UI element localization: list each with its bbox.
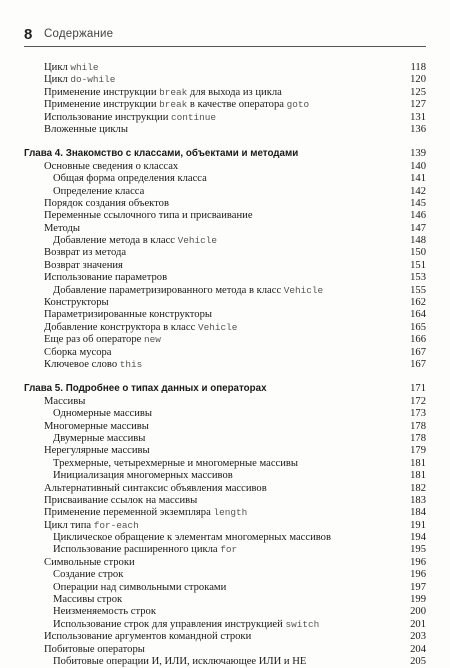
title-text: Применение инструкции [44, 99, 160, 111]
title-text: Добавление метода в класс [53, 235, 178, 247]
running-title: Содержание [44, 28, 114, 40]
toc-page-number: 194 [410, 532, 426, 544]
toc-entry [24, 569, 426, 581]
toc-entry-title [44, 124, 128, 136]
toc-entry-title [44, 272, 167, 284]
toc-entry [24, 223, 426, 235]
code-keyword: Vehicle [177, 235, 218, 247]
title-text: Определение класса [53, 185, 145, 197]
toc-page-number: 167 [410, 346, 426, 358]
toc-page-number: 196 [410, 569, 426, 581]
toc-entry-title [44, 112, 216, 124]
toc-entry [24, 210, 426, 222]
code-keyword: length [213, 507, 248, 519]
title-text: Общая форма определения класса [53, 173, 207, 185]
toc-page-number: 179 [410, 445, 426, 457]
toc-entry [24, 483, 426, 495]
title-text: Трехмерные, четырехмерные и многомерные массивы [53, 457, 299, 469]
toc-page-number: 136 [410, 123, 426, 135]
toc-page-number: 125 [410, 86, 426, 98]
title-text: Глава 5. Подробнее о типах данных и операторах [24, 383, 267, 395]
toc-entry [24, 495, 426, 507]
toc-entry [24, 594, 426, 606]
toc-page-number: 181 [410, 457, 426, 469]
code-keyword: this [119, 358, 143, 370]
toc-entry [24, 87, 426, 99]
code-keyword: continue [171, 111, 217, 123]
toc-entry-title [44, 87, 282, 99]
toc-entry [24, 544, 426, 556]
title-text: Символьные строки [44, 556, 135, 568]
toc-entry-title [53, 458, 298, 470]
toc-page-number: 167 [410, 358, 426, 370]
toc-entry-title [44, 297, 109, 309]
toc-entry [24, 458, 426, 470]
toc-entry [24, 532, 426, 544]
title-text: Методы [44, 222, 80, 234]
toc-entry [24, 285, 426, 297]
code-keyword: while [70, 62, 99, 73]
toc-entry-title [53, 582, 226, 594]
toc-page-number: 203 [410, 631, 426, 643]
toc-entry-title [44, 62, 99, 74]
title-text: Массивы строк [53, 594, 123, 606]
toc-entry-title [53, 532, 331, 544]
toc-entry-title [44, 210, 253, 222]
toc-entry [24, 359, 426, 371]
toc-entry [24, 297, 426, 309]
toc-page-number: 142 [410, 185, 426, 197]
toc-entry [24, 396, 426, 408]
toc-entry [24, 445, 426, 457]
toc-entry-title [44, 334, 161, 346]
toc-entry [24, 173, 426, 185]
toc-entry-title [53, 173, 207, 185]
title-text: Использование строк для управления инструкцией [53, 618, 286, 630]
code-keyword: break [159, 99, 188, 111]
toc-entry-title [44, 396, 85, 408]
title-text: Использование расширенного цикла [53, 544, 221, 556]
toc-page-number: 147 [410, 222, 426, 234]
toc-page-number: 191 [410, 519, 426, 531]
toc-page-number: 178 [410, 432, 426, 444]
section-gap [24, 371, 426, 383]
code-keyword: switch [285, 618, 320, 630]
toc-page-number: 153 [410, 272, 426, 284]
toc-entry-title [24, 148, 298, 160]
page-number: 8 [24, 26, 33, 43]
title-text: в качестве оператора [187, 99, 287, 111]
toc-entry [24, 507, 426, 519]
toc-entry-title [53, 470, 233, 482]
toc-entry [24, 470, 426, 482]
toc-entry-title [53, 606, 156, 618]
table-of-contents [24, 62, 426, 668]
toc-entry-title [44, 347, 112, 359]
toc-page-number: 200 [410, 606, 426, 618]
toc-entry [24, 347, 426, 359]
toc-page-number: 162 [410, 297, 426, 309]
toc-entry [24, 322, 426, 334]
toc-entry-title [53, 408, 152, 420]
toc-page-number: 181 [410, 470, 426, 482]
title-text: Использование инструкции [44, 111, 172, 123]
toc-page-number: 171 [410, 383, 426, 395]
title-text: Порядок создания объектов [44, 197, 169, 209]
title-text: Неизменяемость строк [53, 606, 156, 618]
toc-entry-title [53, 235, 217, 247]
toc-page-number: 140 [410, 160, 426, 172]
toc-entry-title [44, 247, 126, 259]
toc-entry-title [44, 495, 197, 507]
toc-page-number: 150 [410, 247, 426, 259]
toc-page-number: 197 [410, 581, 426, 593]
toc-page-number: 199 [410, 594, 426, 606]
toc-entry-title [44, 260, 123, 272]
toc-page-number: 195 [410, 544, 426, 556]
title-text: Основные сведения о классах [44, 160, 179, 172]
chapter-heading [24, 383, 426, 395]
toc-entry [24, 309, 426, 321]
toc-entry-title [53, 285, 323, 297]
toc-page-number: 141 [410, 173, 426, 185]
section-gap [24, 136, 426, 148]
toc-page-number: 139 [410, 148, 426, 160]
toc-page-number: 178 [410, 420, 426, 432]
title-text: Применение инструкции [44, 86, 160, 98]
toc-page-number: 151 [410, 259, 426, 271]
toc-entry-title [53, 433, 145, 445]
code-keyword: new [143, 334, 161, 346]
title-text: Конструкторы [44, 297, 109, 309]
toc-entry [24, 186, 426, 198]
code-keyword: Vehicle [197, 321, 238, 333]
toc-entry-title [44, 421, 149, 433]
toc-entry-title [24, 383, 267, 395]
toc-entry [24, 421, 426, 433]
toc-entry [24, 656, 426, 668]
toc-entry [24, 644, 426, 656]
toc-page-number: 196 [410, 556, 426, 568]
title-text: Сборка мусора [44, 346, 112, 358]
toc-page-number: 165 [410, 321, 426, 333]
toc-page-number: 173 [410, 408, 426, 420]
toc-entry-title [53, 569, 123, 581]
toc-page-number: 172 [410, 395, 426, 407]
code-keyword: do-while [70, 74, 116, 86]
toc-entry-title [44, 322, 237, 334]
toc-page-number: 120 [410, 74, 426, 86]
toc-page-number: 182 [410, 482, 426, 494]
toc-page-number: 164 [410, 309, 426, 321]
title-text: Цикл [44, 62, 71, 73]
toc-entry [24, 557, 426, 569]
toc-entry-title [44, 483, 267, 495]
title-text: Многомерные массивы [44, 420, 149, 432]
toc-entry-title [44, 445, 150, 457]
title-text: Побитовые операторы [44, 643, 145, 655]
toc-entry [24, 260, 426, 272]
toc-entry [24, 433, 426, 445]
toc-entry [24, 606, 426, 618]
toc-entry-title [44, 198, 169, 210]
code-keyword: goto [286, 99, 310, 111]
code-keyword: break [159, 86, 188, 98]
title-text: Еще раз об операторе [44, 334, 144, 346]
title-text: Применение переменной экземпляра [44, 507, 214, 519]
title-text: Массивы [44, 395, 86, 407]
toc-entry [24, 198, 426, 210]
title-text: Нерегулярные массивы [44, 445, 150, 457]
toc-page-number: 184 [410, 507, 426, 519]
toc-entry [24, 124, 426, 136]
toc-page-number: 127 [410, 99, 426, 111]
toc-entry-title [44, 99, 309, 111]
code-keyword: for-each [93, 519, 139, 531]
title-text: Добавление конструктора в класс [44, 321, 198, 333]
chapter-heading [24, 148, 426, 160]
title-text: Возврат из метода [44, 247, 127, 259]
toc-entry [24, 619, 426, 631]
toc-entry-title [53, 544, 237, 556]
title-text: Вложенные циклы [44, 123, 128, 135]
code-keyword: for [220, 544, 238, 556]
toc-page-number: 201 [410, 618, 426, 630]
toc-page-number: 205 [410, 655, 426, 667]
toc-entry [24, 334, 426, 346]
toc-page-number: 183 [410, 494, 426, 506]
toc-page-number: 145 [410, 197, 426, 209]
toc-entry-title [53, 594, 122, 606]
toc-entry [24, 247, 426, 259]
title-text: Глава 4. Знакомство с классами, объектами и методами [24, 148, 299, 160]
title-text: Параметризированные конструкторы [44, 309, 212, 321]
title-text: Возврат значения [44, 259, 123, 271]
toc-entry-title [44, 359, 142, 371]
code-keyword: Vehicle [283, 284, 324, 296]
title-text: Операции над символьными строками [53, 581, 227, 593]
toc-entry-title [44, 520, 139, 532]
toc-entry-title [44, 557, 135, 569]
toc-entry [24, 161, 426, 173]
title-text: Одномерные массивы [53, 408, 153, 420]
toc-entry [24, 99, 426, 111]
toc-page-number: 155 [410, 284, 426, 296]
title-text: Циклическое обращение к элементам многомерных массивов [53, 532, 331, 544]
title-text: Использование аргументов командной строки [44, 631, 252, 643]
toc-entry-title [44, 161, 178, 173]
toc-entry-title [44, 74, 115, 86]
toc-entry-title [44, 507, 247, 519]
title-text: Создание строк [53, 569, 124, 581]
title-text: Двумерные массивы [53, 432, 146, 444]
toc-entry [24, 520, 426, 532]
title-text: Альтернативный синтаксис объявления массивов [44, 482, 267, 494]
toc-entry [24, 74, 426, 86]
toc-entry [24, 62, 426, 74]
toc-entry [24, 582, 426, 594]
page-header [24, 26, 426, 47]
title-text: для выхода из цикла [187, 86, 282, 98]
toc-entry-title [44, 309, 212, 321]
title-text: Цикл [44, 74, 71, 86]
toc-page-number: 118 [410, 62, 426, 73]
toc-page-number: 146 [410, 210, 426, 222]
toc-entry-title [44, 644, 145, 656]
toc-page-number: 204 [410, 643, 426, 655]
toc-entry [24, 408, 426, 420]
title-text: Ключевое слово [44, 358, 120, 370]
title-text: Побитовые операции И, ИЛИ, исключающее ИЛИ и НЕ [53, 655, 307, 667]
title-text: Переменные ссылочного типа и присваивание [44, 210, 253, 222]
title-text: Присваивание ссылок на массивы [44, 494, 198, 506]
title-text: Использование параметров [44, 272, 168, 284]
toc-entry-title [53, 186, 144, 198]
title-text: Цикл типа [44, 519, 94, 531]
toc-page-number: 166 [410, 334, 426, 346]
toc-entry-title [53, 619, 319, 631]
title-text: Добавление параметризированного метода в класс [53, 284, 284, 296]
toc-page-number: 131 [410, 111, 426, 123]
toc-entry [24, 235, 426, 247]
toc-entry-title [53, 656, 306, 668]
toc-entry [24, 112, 426, 124]
toc-entry [24, 272, 426, 284]
title-text: Инициализация многомерных массивов [53, 470, 233, 482]
toc-page-number: 148 [410, 235, 426, 247]
toc-entry-title [44, 223, 80, 235]
